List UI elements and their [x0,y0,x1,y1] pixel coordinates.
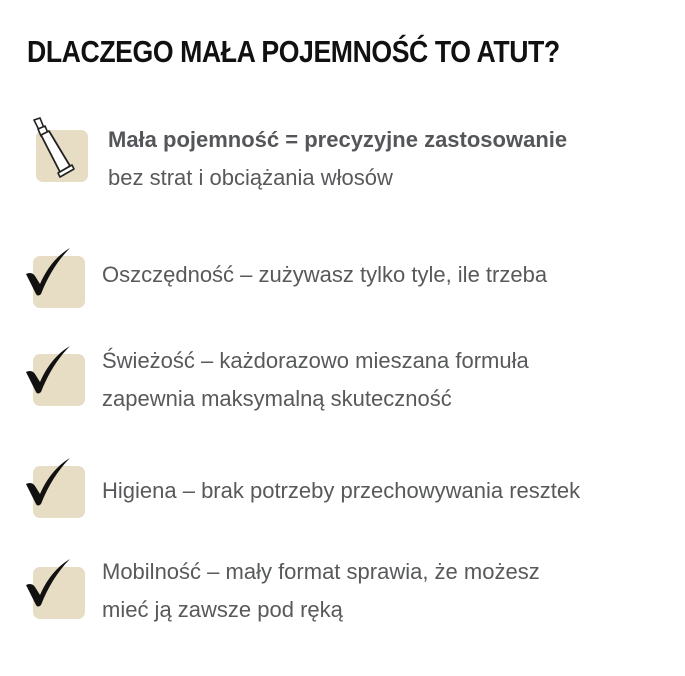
check-icon-box [33,354,85,406]
check-icon [24,246,80,302]
check-icon [24,456,80,512]
page-title: DLACZEGO MAŁA POJEMNOŚĆ TO ATUT? [27,34,560,69]
item-line: Mobilność – mały format sprawia, że możesz [102,559,540,584]
item-text [102,553,540,629]
item-line: mieć ją zawsze pod ręką [102,597,343,622]
tube-icon [30,118,82,178]
intro-lead: Mała pojemność = precyzyjne zastosowanie [108,127,568,152]
intro-sub: bez strat i obciążania włosów [108,165,393,190]
check-icon [24,344,80,400]
check-icon [24,557,80,613]
check-icon-box [33,567,85,619]
item-line: zapewnia maksymalną skuteczność [102,386,452,411]
tube-icon-box [36,130,88,182]
item-text [102,256,547,294]
item-text [102,342,529,418]
check-icon-box [33,256,85,308]
item-text [102,472,580,510]
check-icon-box [33,466,85,518]
intro-text [108,121,567,197]
item-line: Świeżość – każdorazowo mieszana formuła [102,348,529,373]
item-line: Oszczędność – zużywasz tylko tyle, ile trzeba [102,262,548,287]
item-line: Higiena – brak potrzeby przechowywania resztek [102,478,581,503]
